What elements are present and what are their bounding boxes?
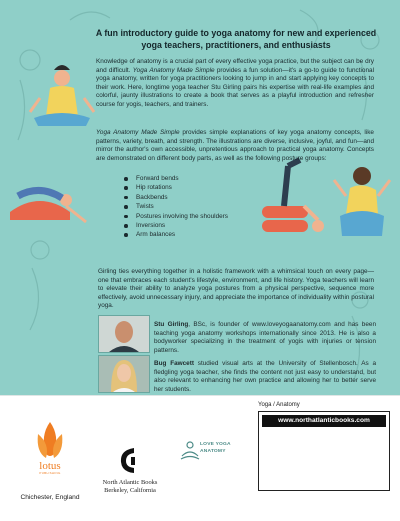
publisher-website: www.northatlanticbooks.com (278, 417, 370, 424)
framework-paragraph: Girling ties everything together in a holistic framework with a whimsical touch on every page—one that embraces each student's lifestyle, environment, and life history. Yoga teachers will learn to elevate their ability to analyze yoga postures from a physical perspective, sequence more effectively, avoid unnecessary injury, and appreciate the importance of individuality within postural yoga. (98, 268, 374, 310)
shoulderstand-illustration (262, 160, 324, 232)
concepts-paragraph: Yoga Anatomy Made Simple provides simple explanations of key yoga anatomy concepts, like patterns, variety, breath, and strength. The illustrations are diverse, inclusive, joyful, and fun—and mirror the author's own accessible, unpretentious approach to practical yoga anatomy. Concepts are demonstrated on different body parts, as well as the following posture groups: (96, 129, 374, 162)
lya-line-2: ANATOMY (200, 448, 226, 454)
meditating-figure-illustration (30, 65, 94, 126)
illustrator-bio (154, 360, 376, 394)
lotus-wordmark: lotus (39, 460, 61, 472)
list-item: Forward bends (124, 174, 264, 183)
lya-line-1: LOVE YOGA (200, 442, 231, 447)
publisher-website-bar (262, 415, 386, 427)
author-bio-text: , BSc, is founder of www.loveyogaanatomy.com and has been teaching yoga anatomy workshops internationally since 2013. He is also a bodyworker specializing in the treatment of yogis with injuries or tension patterns. (154, 321, 376, 354)
north-atlantic-location: Berkeley, California (104, 487, 156, 494)
forward-bend-illustration (10, 190, 86, 222)
love-yoga-anatomy-logo-icon (178, 440, 202, 462)
love-yoga-anatomy-wordmark (200, 442, 246, 455)
lotus-location: Chichester, England (20, 494, 80, 501)
north-atlantic-name: North Atlantic Books (102, 479, 158, 486)
headline: A fun introductory guide to yoga anatomy for new and experienced yoga teachers, practitioners, and enthusiasts (95, 28, 377, 50)
footer-divider (0, 395, 400, 396)
author-name: Stu Girling (154, 321, 189, 328)
list-item: Postures involving the shoulders (124, 212, 264, 221)
posture-groups-list (124, 174, 264, 240)
category-label: Yoga / Anatomy (258, 402, 300, 408)
list-item: Inversions (124, 221, 264, 230)
intro-paragraph: Knowledge of anatomy is a crucial part of every effective yoga practice, but the subject can be dry and difficult. Yoga Anatomy Made Simple provides a fun solution—it's a go-to guide to functional yoga anatomy, written for yoga practitioners looking to jump in and start applying key concepts to their work. Here, longtime yoga teacher Stu Girling pairs his expertise with real-life examples and colorful, jaunty illustrations to create a book that serves as a playful introduction and refresher course for yogis, teachers, and trainers. (96, 58, 374, 108)
list-item: Backbends (124, 193, 264, 202)
twist-figure-illustration (334, 167, 390, 236)
author-photo (98, 315, 150, 353)
illustrator-name: Bug Fawcett (154, 360, 194, 367)
barcode-box (258, 411, 390, 491)
north-atlantic-logo-icon (116, 444, 142, 476)
author-bio (154, 321, 376, 355)
lotus-subtitle: PUBLISHING (39, 471, 61, 475)
list-item: Arm balances (124, 230, 264, 239)
list-item: Hip rotations (124, 183, 264, 192)
list-item: Twists (124, 202, 264, 211)
illustrator-photo (98, 355, 150, 393)
illustrator-bio-text: studied visual arts at the University of Stellenbosch. As a fledgling yoga teacher, she finds the content not just easy to understand, but also relevant to enhancing her own practice and allowing her to better serve her students. (154, 360, 376, 393)
